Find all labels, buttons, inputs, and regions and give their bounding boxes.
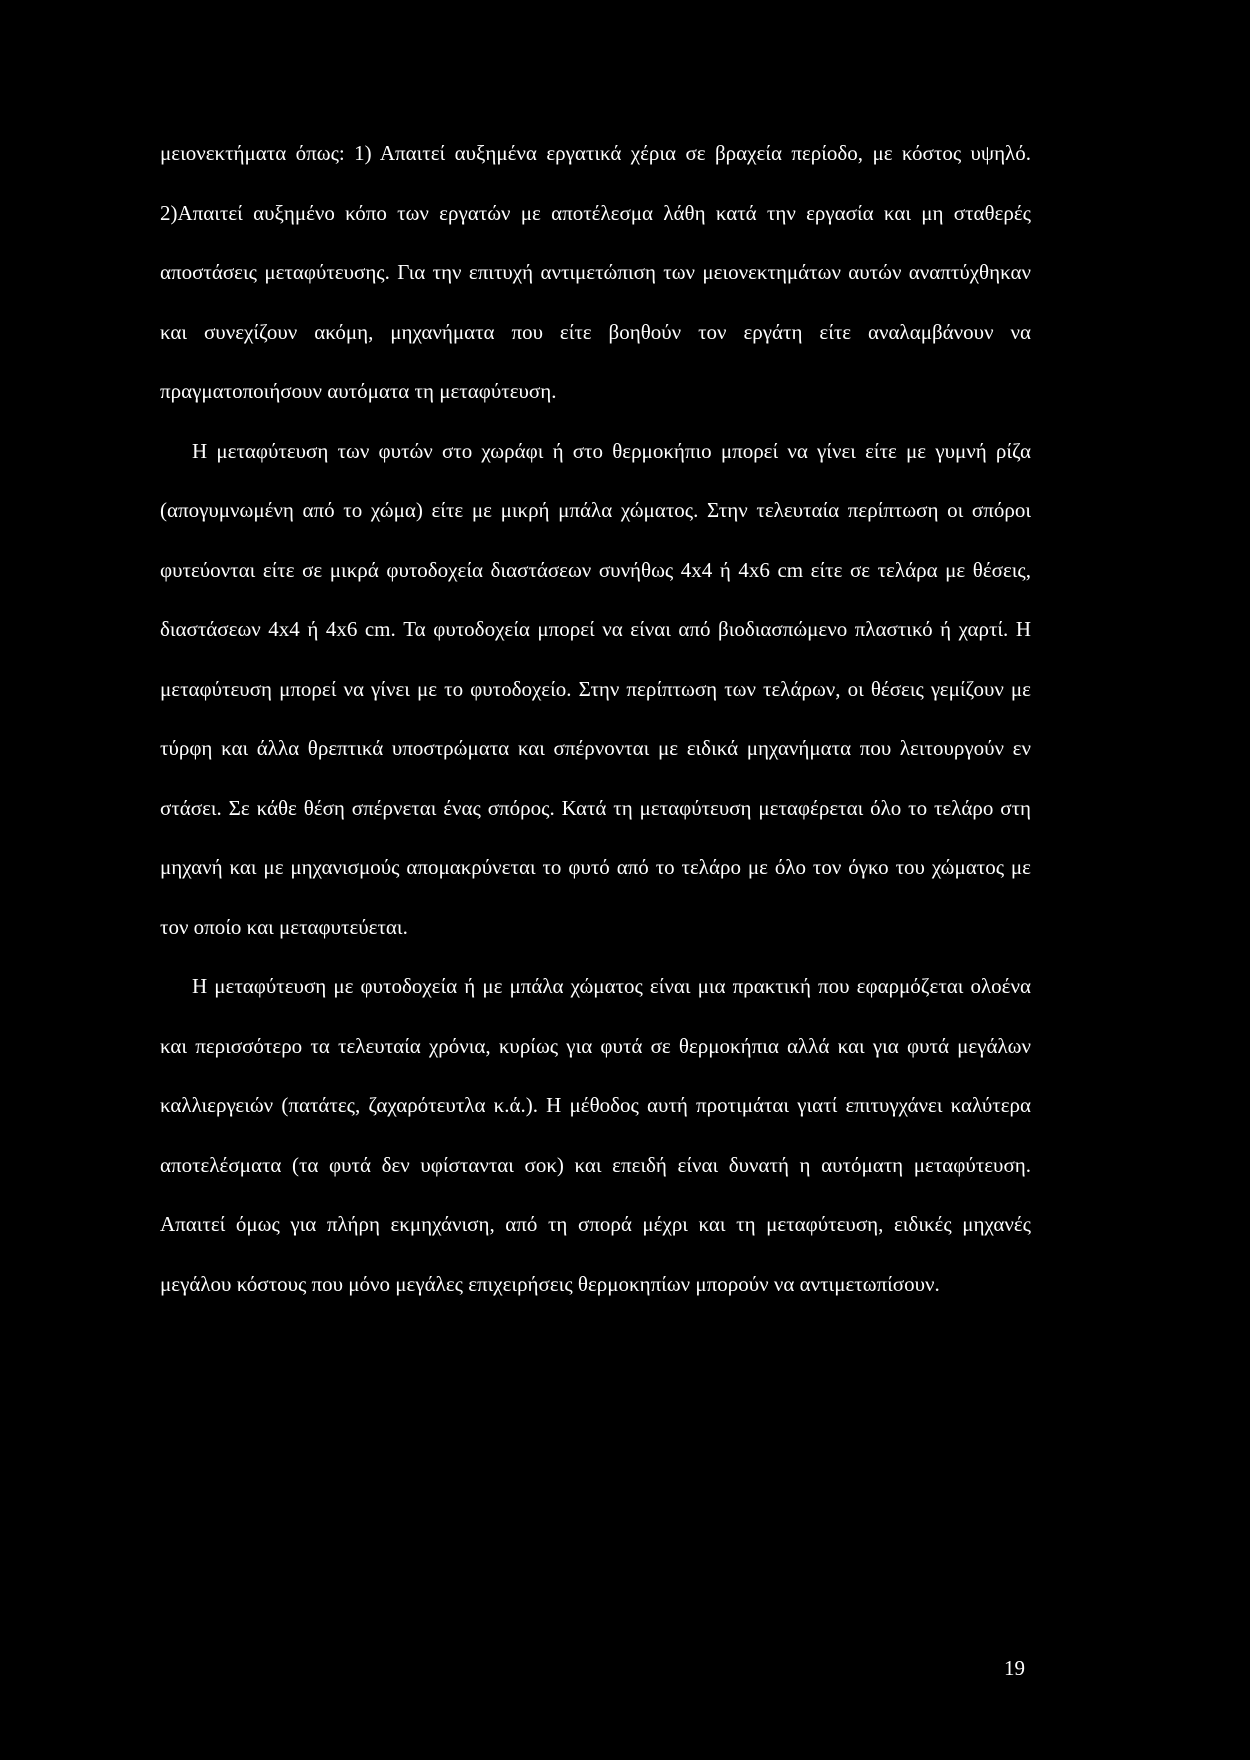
page-number: 19 (1004, 1656, 1025, 1680)
paragraph-1: μειονεκτήματα όπως: 1) Απαιτεί αυξημένα εργατικά χέρια σε βραχεία περίοδο, με κόστος υψηλό. 2)Απαιτεί αυξημένο κόπο των εργατών με αποτέλεσμα λάθη κατά την εργασία και μη σταθερές αποστάσεις μεταφύτευσης. Για την επιτυχή αντιμετώπιση των μειονεκτημάτων αυτών αναπτύχθηκαν και συνεχίζουν ακόμη, μηχανήματα που είτε βοηθούν τον εργάτη είτε αναλαμβάνουν να πραγματοποιήσουν αυτόματα τη μεταφύτευση. (160, 141, 1031, 403)
paragraph-3: Η μεταφύτευση με φυτοδοχεία ή με μπάλα χώματος είναι μια πρακτική που εφαρμόζεται ολοένα και περισσότερο τα τελευταία χρόνια, κυρίως για φυτά σε θερμοκήπια αλλά και για φυτά μεγάλων καλλιεργειών (πατάτες, ζαχαρότευτλα κ.ά.). Η μέθοδος αυτή προτιμάται γιατί επιτυγχάνει καλύτερα αποτελέσματα (τα φυτά δεν υφίστανται σοκ) και επειδή είναι δυνατή η αυτόματη μεταφύτευση. Απαιτεί όμως για πλήρη εκμηχάνιση, από τη σπορά μέχρι και τη μεταφύτευση, ειδικές μηχανές μεγάλου κόστους που μόνο μεγάλες επιχειρήσεις θερμοκηπίων μπορούν να αντιμετωπίσουν. (160, 974, 1031, 1296)
paragraph-2: Η μεταφύτευση των φυτών στο χωράφι ή στο θερμοκήπιο μπορεί να γίνει είτε με γυμνή ρίζα (απογυμνωμένη από το χώμα) είτε με μικρή μπάλα χώματος. Στην τελευταία περίπτωση οι σπόροι φυτεύονται είτε σε μικρά φυτοδοχεία διαστάσεων συνήθως 4x4 ή 4x6 cm είτε σε τελάρα με θέσεις, διαστάσεων 4x4 ή 4x6 cm. Τα φυτοδοχεία μπορεί να είναι από βιοδιασπώμενο πλαστικό ή χαρτί. Η μεταφύτευση μπορεί να γίνει με το φυτοδοχείο. Στην περίπτωση των τελάρων, οι θέσεις γεμίζουν με τύρφη και άλλα θρεπτικά υποστρώματα και σπέρνονται με ειδικά μηχανήματα που λειτουργούν εν στάσει. Σε κάθε θέση σπέρνεται ένας σπόρος. Κατά τη μεταφύτευση μεταφέρεται όλο το τελάρο στη μηχανή και με μηχανισμούς απομακρύνεται το φυτό από το τελάρο με όλο τον όγκο του χώματος με τον οποίο και μεταφυτεύεται. (160, 438, 1031, 939)
document-body (160, 124, 1031, 1314)
